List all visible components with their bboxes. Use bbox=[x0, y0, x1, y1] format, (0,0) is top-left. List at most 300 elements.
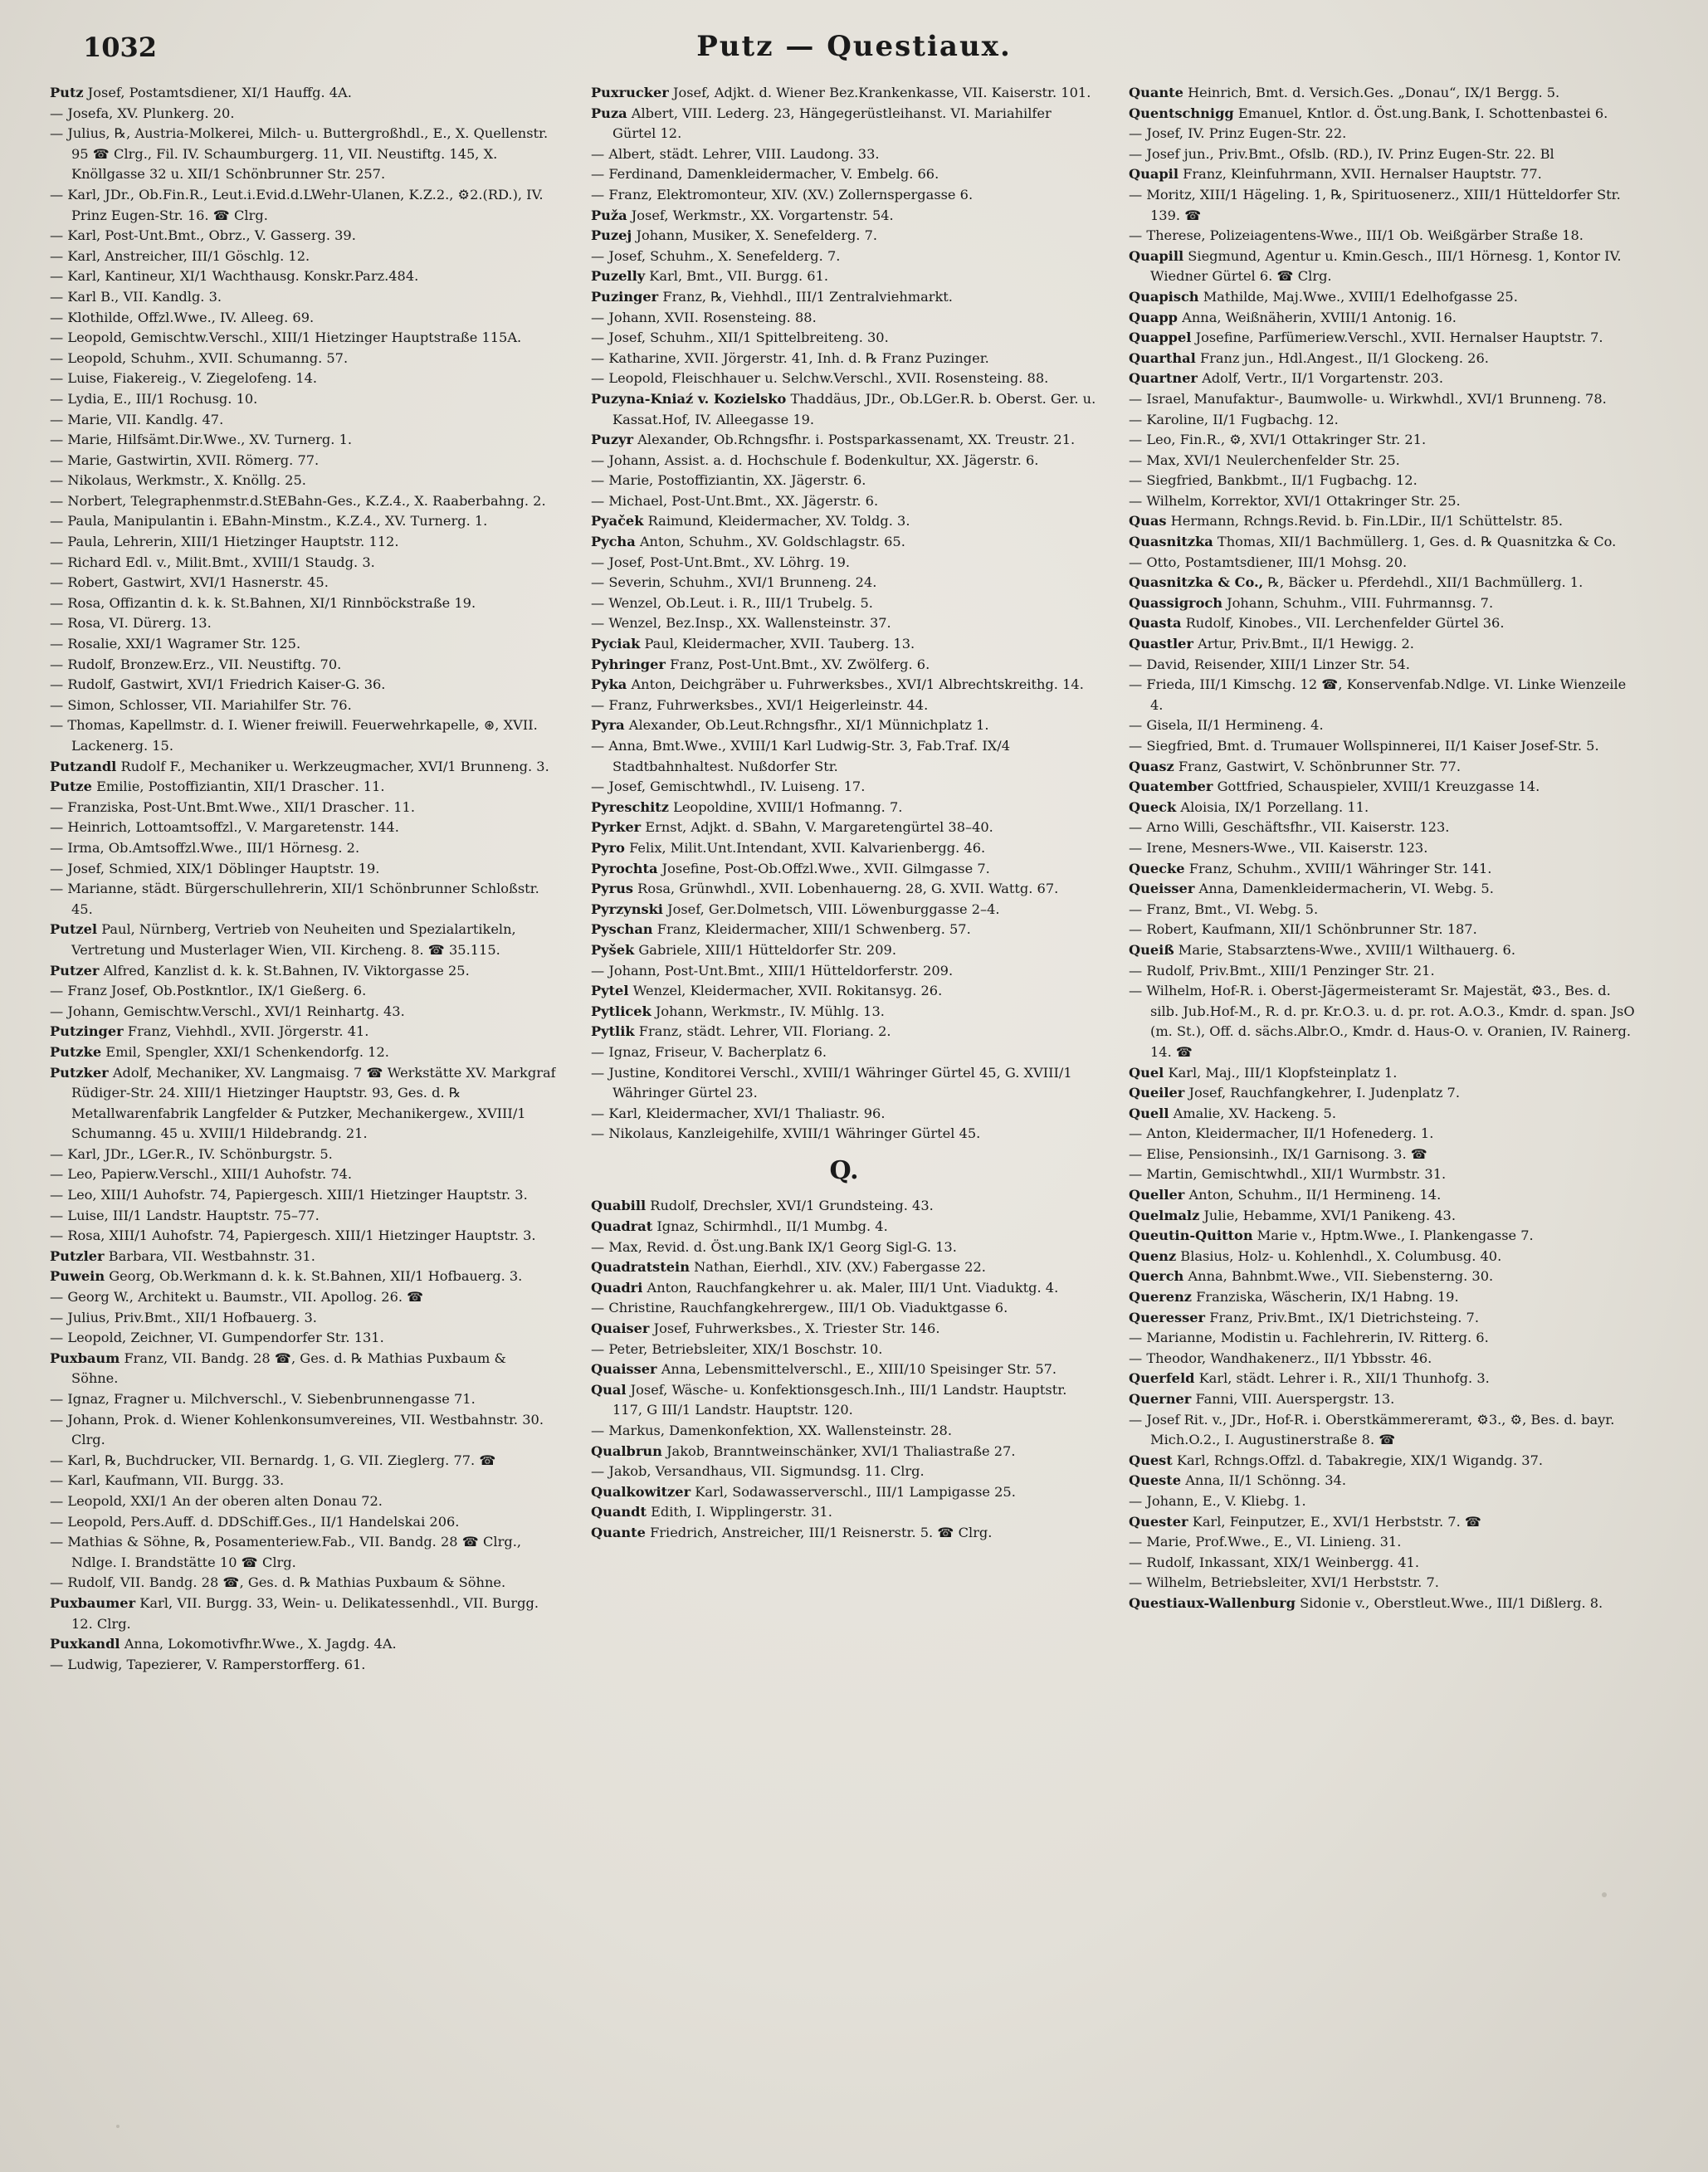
directory-entry bbox=[591, 655, 1097, 676]
entry-surname: Pyrochta bbox=[591, 860, 658, 876]
entry-details: — Karl, Kaufmann, VII. Burgg. 33. bbox=[50, 1472, 285, 1489]
entry-surname: Pyšek bbox=[591, 941, 635, 958]
entry-details: — Franziska, Post-Unt.Bmt.Wwe., XII/1 Draschег. 11. bbox=[50, 798, 416, 815]
entry-surname: Quadrat bbox=[591, 1218, 653, 1235]
directory-entry bbox=[50, 532, 556, 553]
entry-details: — Rosa, XIII/1 Auhofstr. 74, Papiergesch. XIII/1 Hietzinger Hauptstr. 3. bbox=[50, 1228, 536, 1244]
entry-details: — Johann, E., V. Kliebg. 1. bbox=[1129, 1492, 1306, 1509]
directory-entry bbox=[50, 1655, 556, 1676]
directory-entry bbox=[1129, 655, 1635, 676]
entry-details: Friedrich, Anstreicher, III/1 Reisnerstr. 5. ☎ Clrg. bbox=[650, 1524, 993, 1540]
entry-surname: Putzker bbox=[50, 1064, 109, 1081]
entry-details: — David, Reisender, XIII/1 Linzer Str. 54. bbox=[1129, 656, 1410, 672]
directory-entry bbox=[1129, 369, 1635, 389]
directory-entry bbox=[591, 532, 1097, 553]
directory-entry bbox=[1129, 1451, 1635, 1472]
entry-details: Emil, Spengler, XXI/1 Schenkendorfg. 12. bbox=[105, 1043, 389, 1060]
entry-details: Anna, Bahnbmt.Wwe., VII. Siebensterng. 30. bbox=[1188, 1268, 1494, 1285]
entry-details: Julie, Hebamme, XVI/1 Panikeng. 43. bbox=[1203, 1207, 1456, 1223]
entry-surname: Quentschnigg bbox=[1129, 105, 1234, 121]
entry-details: — Anton, Kleidermacher, II/1 Hofenederg. 1. bbox=[1129, 1125, 1434, 1142]
directory-entry bbox=[591, 1319, 1097, 1340]
entry-details: — Paula, Manipulantin i. EBahn-Minstm., K.Z.4., XV. Turnerg. 1. bbox=[50, 513, 488, 530]
entry-details: — Karl, Kleidermacher, XVI/1 Thaliastr. 96. bbox=[591, 1105, 886, 1121]
entry-details: — Marie, Hilfsämt.Dir.Wwe., XV. Turnerg. 1. bbox=[50, 432, 353, 448]
entry-details: Hermann, Rchngs.Revid. b. Fin.LDir., II/1 Schüttelstr. 85. bbox=[1170, 513, 1564, 530]
directory-entry bbox=[591, 859, 1097, 880]
entry-details: Marie, Stabsarztens-Wwe., XVIII/1 Wilthauerg. 6. bbox=[1178, 941, 1515, 958]
entry-details: — Rosa, VI. Dürerg. 13. bbox=[50, 615, 212, 632]
directory-entry bbox=[50, 1185, 556, 1206]
directory-entry bbox=[1129, 879, 1635, 900]
entry-details: Karl, Rchngs.Offzl. d. Tabakregie, XIX/1 Wigandg. 37. bbox=[1176, 1452, 1544, 1468]
directory-entry bbox=[1129, 246, 1635, 287]
entry-details: — Karoline, II/1 Fugbachg. 12. bbox=[1129, 411, 1339, 427]
directory-entry bbox=[591, 981, 1097, 1002]
entry-details: — Wilhelm, Hof-R. i. Oberst-Jägermeisteramt Sr. Majestät, ⚙3., Bes. d. silb. Jub.Hof-M., R. d. pr. Kr.O.3. u. d. pr. rot. A.O.3., Kmdr. d. span. JsO (m. St.), Off. d. sächs.Albr.O., Kmdr. d. Haus-O. v. Oranien, IV. Rainerg. 14. ☎ bbox=[1129, 983, 1635, 1060]
directory-entry bbox=[591, 798, 1097, 818]
entry-details: Franz, Priv.Bmt., IX/1 Dietrichsteing. 7. bbox=[1209, 1309, 1480, 1325]
entry-surname: Quastler bbox=[1129, 636, 1193, 652]
directory-entry bbox=[50, 491, 556, 512]
entry-details: — Israel, Manufaktur-, Baumwolle- u. Wirkwhdl., XVI/1 Brunneng. 78. bbox=[1129, 390, 1607, 407]
directory-entry bbox=[591, 1502, 1097, 1523]
entry-details: Franz, Kleidermacher, XIII/1 Schwenberg. 57. bbox=[656, 921, 971, 938]
entry-surname: Quapill bbox=[1129, 247, 1184, 264]
directory-entry bbox=[50, 266, 556, 287]
entry-details: Leopoldine, XVIII/1 Hofmanng. 7. bbox=[673, 798, 903, 815]
entry-details: Franziska, Wäscherin, IX/1 Habng. 19. bbox=[1196, 1289, 1459, 1306]
directory-entry bbox=[50, 471, 556, 491]
entry-details: — Justine, Konditorei Verschl., XVIII/1 Währinger Gürtel 45, G. XVIII/1 Währinger Gürtel 23. bbox=[591, 1064, 1072, 1101]
entry-details: — Katharine, XVII. Jörgerstr. 41, Inh. d. ℞ Franz Puzinger. bbox=[591, 349, 989, 366]
directory-entry bbox=[50, 553, 556, 574]
entry-details: — Leopold, Zeichner, VI. Gumpendorfer Str. 131. bbox=[50, 1330, 384, 1346]
entry-details: Franz, städt. Lehrer, VII. Floriang. 2. bbox=[638, 1023, 891, 1040]
entry-details: Jakob, Branntweinschänker, XVI/1 Thaliastraße 27. bbox=[666, 1442, 1016, 1459]
entry-details: — Franz, Elektromonteur, XIV. (XV.) Zollernspergasse 6. bbox=[591, 186, 974, 203]
entry-surname: Pytel bbox=[591, 983, 629, 999]
entry-details: — Rudolf, Gastwirt, XVI/1 Friedrich Kaiser-G. 36. bbox=[50, 676, 386, 693]
directory-entry bbox=[591, 511, 1097, 532]
entry-details: Adolf, Vertr., II/1 Vorgartenstr. 203. bbox=[1202, 370, 1443, 387]
directory-entry bbox=[50, 1451, 556, 1472]
entry-details: — Rudolf, Inkassant, XIX/1 Weinbergg. 41. bbox=[1129, 1554, 1419, 1570]
entry-details: — Karl, JDr., Ob.Fin.R., Leut.i.Evid.d.LWehr-Ulanen, K.Z.2., ⚙2.(RD.), IV. Prinz Eugen-Str. 16. ☎ Clrg. bbox=[50, 186, 544, 223]
entry-details: — Leo, Papierw.Verschl., XIII/1 Auhofstr. 74. bbox=[50, 1166, 353, 1183]
entry-details: Anton, Rauchfangkehrer u. ak. Maler, III/1 Unt. Viaduktg. 4. bbox=[647, 1279, 1059, 1296]
entry-details: Franz, Gastwirt, V. Schönbrunner Str. 77. bbox=[1178, 758, 1461, 774]
directory-entry bbox=[1129, 1573, 1635, 1594]
directory-entry bbox=[591, 389, 1097, 430]
entry-details: — Arno Willi, Geschäftsfhr., VII. Kaiserstr. 123. bbox=[1129, 819, 1450, 836]
directory-entry bbox=[591, 1421, 1097, 1442]
directory-entry bbox=[50, 777, 556, 798]
directory-entry bbox=[591, 634, 1097, 655]
entry-details: — Franz, Bmt., VI. Webg. 5. bbox=[1129, 901, 1319, 917]
directory-entry bbox=[50, 818, 556, 838]
directory-entry bbox=[1129, 308, 1635, 329]
directory-entry bbox=[591, 1278, 1097, 1299]
entry-details: Alfred, Kanzlist d. k. k. St.Bahnen, IV. Viktorgasse 25. bbox=[103, 962, 470, 979]
entry-details: — Max, XVI/1 Neulerchenfelder Str. 25. bbox=[1129, 451, 1400, 468]
entry-surname: Pyrker bbox=[591, 819, 642, 836]
directory-entry bbox=[1129, 1185, 1635, 1206]
entry-details: Karl, Bmt., VII. Burgg. 61. bbox=[649, 268, 829, 285]
directory-entry bbox=[1129, 777, 1635, 798]
directory-entry bbox=[1129, 859, 1635, 880]
entry-details: Karl, VII. Burgg. 33, Wein- u. Delikatessenhdl., VII. Burgg. 12. Clrg. bbox=[71, 1594, 539, 1632]
entry-details: Josef, Adjkt. d. Wiener Bez.Krankenkasse, VII. Kaiserstr. 101. bbox=[672, 85, 1091, 100]
entry-surname: Quante bbox=[591, 1524, 646, 1540]
entry-surname: Quasnitzka & Co., bbox=[1129, 574, 1264, 591]
entry-details: — Theodor, Wandhakenerz., II/1 Ybbsstr. 46. bbox=[1129, 1350, 1432, 1366]
directory-entry bbox=[50, 859, 556, 880]
directory-entry bbox=[1129, 491, 1635, 512]
directory-entry bbox=[1129, 1532, 1635, 1553]
entry-surname: Putzer bbox=[50, 962, 100, 979]
entry-details: — Julius, Priv.Bmt., XII/1 Hofbauerg. 3. bbox=[50, 1309, 317, 1325]
entry-details: — Therese, Polizeiagentens-Wwe., III/1 Ob. Weißgärber Straße 18. bbox=[1129, 227, 1584, 244]
entry-details: — Norbert, Telegraphenmstr.d.StEBahn-Ges., K.Z.4., X. Raaberbahng. 2. bbox=[50, 492, 546, 509]
directory-entry bbox=[50, 451, 556, 471]
directory-entry bbox=[591, 349, 1097, 369]
entry-details: Anton, Schuhm., II/1 Hermineng. 14. bbox=[1188, 1187, 1442, 1203]
directory-entry bbox=[50, 798, 556, 818]
entry-details: — Karl, Post-Unt.Bmt., Obrz., V. Gasserg. 39. bbox=[50, 227, 356, 244]
entry-details: Gabriele, XIII/1 Hütteldorfer Str. 209. bbox=[638, 941, 896, 958]
entry-details: Johann, Werkmstr., IV. Mühlg. 13. bbox=[655, 1003, 885, 1019]
entry-details: — Elise, Pensionsinh., IX/1 Garnisong. 3. ☎ bbox=[1129, 1145, 1427, 1162]
entry-details: — Paula, Lehrerin, XIII/1 Hietzinger Hauptstr. 112. bbox=[50, 534, 399, 550]
column-left bbox=[50, 83, 556, 1675]
directory-entry bbox=[1129, 613, 1635, 634]
entry-details: — Franz Josef, Ob.Postkntlor., IX/1 Gießerg. 6. bbox=[50, 983, 367, 999]
entry-details: Emanuel, Kntlor. d. Öst.ung.Bank, I. Schottenbastei 6. bbox=[1237, 105, 1608, 121]
directory-entry bbox=[1129, 981, 1635, 1062]
directory-entry bbox=[1129, 1512, 1635, 1533]
directory-entry bbox=[50, 328, 556, 349]
directory-entry bbox=[1129, 1104, 1635, 1125]
directory-entry bbox=[1129, 1410, 1635, 1451]
entry-details: — Luise, Fiakereig., V. Ziegelofeng. 14. bbox=[50, 370, 318, 387]
directory-entry bbox=[1129, 1328, 1635, 1349]
entry-details: Paul, Nürnberg, Vertrieb von Neuheiten und Spezialartikeln, Vertretung und Musterlager Wien, VII. Kircheng. 8. ☎ 35.115. bbox=[71, 921, 516, 958]
entry-surname: Pyschan bbox=[591, 921, 653, 938]
directory-entry bbox=[591, 430, 1097, 451]
directory-entry bbox=[50, 757, 556, 778]
entry-details: — Otto, Postamtsdiener, III/1 Mohsg. 20. bbox=[1129, 554, 1408, 570]
directory-entry bbox=[50, 1532, 556, 1573]
entry-details: — Karl B., VII. Kandlg. 3. bbox=[50, 288, 222, 305]
entry-surname: Queste bbox=[1129, 1472, 1182, 1489]
entry-details: — Siegfried, Bmt. d. Trumauer Wollspinnerei, II/1 Kaiser Josef-Str. 5. bbox=[1129, 738, 1599, 754]
directory-entry bbox=[50, 369, 556, 389]
entry-details: — Rudolf, VII. Bandg. 28 ☎, Ges. d. ℞ Mathias Puxbaum & Söhne. bbox=[50, 1574, 506, 1591]
entry-details: Josef, Postamtsdiener, XI/1 Hauffg. 4A. bbox=[87, 85, 352, 100]
column-middle bbox=[591, 83, 1097, 1544]
directory-entry bbox=[1129, 1553, 1635, 1574]
entry-surname: Puwein bbox=[50, 1268, 105, 1285]
directory-entry bbox=[1129, 900, 1635, 920]
entry-surname: Pyhringer bbox=[591, 656, 666, 672]
entry-details: — Johann, Post-Unt.Bmt., XIII/1 Hütteldorferstr. 209. bbox=[591, 962, 954, 979]
entry-details: Thaddäus, JDr., Ob.LGer.R. b. Oberst. Ger. u. Kassat.Hof, IV. Alleegasse 19. bbox=[612, 390, 1096, 427]
entry-surname: Quapisch bbox=[1129, 288, 1199, 305]
directory-entry bbox=[1129, 838, 1635, 859]
directory-entry bbox=[591, 1002, 1097, 1023]
entry-surname: Quabill bbox=[591, 1198, 647, 1214]
directory-entry bbox=[591, 675, 1097, 696]
entry-details: — Marianne, städt. Bürgerschullehrerin, XII/1 Schönbrunner Schloßstr. 45. bbox=[50, 881, 539, 917]
entry-details: Anna, II/1 Schönng. 34. bbox=[1185, 1472, 1346, 1489]
entry-details: — Simon, Schlosser, VII. Mariahilfer Str. 76. bbox=[50, 696, 352, 713]
directory-entry bbox=[50, 715, 556, 756]
entry-details: — Johann, Gemischtw.Verschl., XVI/1 Reinhartg. 43. bbox=[50, 1003, 405, 1019]
directory-entry bbox=[50, 287, 556, 308]
entry-details: Barbara, VII. Westbahnstr. 31. bbox=[108, 1247, 315, 1264]
entry-surname: Pytlicek bbox=[591, 1003, 651, 1019]
entry-details: Johann, Musiker, X. Senefelderg. 7. bbox=[636, 227, 878, 244]
entry-details: — Ignaz, Friseur, V. Bacherplatz 6. bbox=[591, 1043, 827, 1060]
directory-entry bbox=[1129, 124, 1635, 144]
entry-details: — Marie, Gastwirtin, XVII. Römerg. 77. bbox=[50, 451, 320, 468]
directory-entry bbox=[50, 124, 556, 185]
entry-surname: Quandt bbox=[591, 1504, 647, 1520]
directory-entry bbox=[1129, 410, 1635, 431]
directory-entry bbox=[591, 246, 1097, 267]
entry-details: — Johann, Assist. a. d. Hochschule f. Bodenkultur, XX. Jägerstr. 6. bbox=[591, 451, 1039, 468]
entry-surname: Quester bbox=[1129, 1513, 1188, 1530]
directory-entry bbox=[50, 1491, 556, 1512]
directory-entry bbox=[50, 879, 556, 920]
directory-entry bbox=[1129, 1471, 1635, 1491]
entry-surname: Puža bbox=[591, 207, 627, 223]
entry-surname: Quasnitzka bbox=[1129, 534, 1213, 550]
directory-entry bbox=[591, 940, 1097, 961]
entry-surname: Quante bbox=[1129, 85, 1183, 100]
directory-entry bbox=[1129, 1164, 1635, 1185]
entry-surname: Queck bbox=[1129, 798, 1177, 815]
directory-entry bbox=[591, 1237, 1097, 1258]
directory-entry bbox=[50, 1328, 556, 1349]
directory-entry bbox=[1129, 1594, 1635, 1614]
entry-details: Fanni, VIII. Auerspergstr. 13. bbox=[1195, 1391, 1395, 1407]
directory-entry bbox=[50, 655, 556, 676]
directory-entry bbox=[591, 1124, 1097, 1145]
entry-surname: Putzinger bbox=[50, 1023, 124, 1040]
page-number: 1032 bbox=[83, 32, 158, 63]
entry-details: — Wilhelm, Korrektor, XVI/1 Ottakringer Str. 25. bbox=[1129, 492, 1461, 509]
directory-entry bbox=[591, 451, 1097, 471]
entry-surname: Puzyr bbox=[591, 432, 634, 448]
entry-details: — Josef Rit. v., JDr., Hof-R. i. Oberstkämmereramt, ⚙3., ⚙, Bes. d. bayr. Mich.O.2., I. Augustinerstraße 8. ☎ bbox=[1129, 1411, 1615, 1448]
directory-entry bbox=[591, 226, 1097, 246]
directory-entry bbox=[1129, 1145, 1635, 1165]
directory-entry bbox=[591, 838, 1097, 859]
directory-entry bbox=[591, 961, 1097, 982]
directory-entry bbox=[591, 1442, 1097, 1462]
directory-entry bbox=[591, 1257, 1097, 1278]
entry-surname: Pyrzynski bbox=[591, 901, 663, 917]
entry-details: Siegmund, Agentur u. Kmin.Gesch., III/1 Hörnesg. 1, Kontor IV. Wiedner Gürtel 6. ☎ Clrg. bbox=[1150, 247, 1622, 285]
directory-entry bbox=[50, 1573, 556, 1594]
entry-surname: Queresser bbox=[1129, 1309, 1206, 1325]
directory-entry bbox=[591, 715, 1097, 736]
entry-details: — Lydia, E., III/1 Rochusg. 10. bbox=[50, 390, 258, 407]
directory-entry bbox=[1129, 389, 1635, 410]
directory-entry bbox=[591, 1042, 1097, 1063]
entry-details: — Jakob, Versandhaus, VII. Sigmundsg. 11. Clrg. bbox=[591, 1463, 925, 1480]
entry-surname: Quecke bbox=[1129, 860, 1185, 876]
entry-details: — Ferdinand, Damenkleidermacher, V. Embelg. 66. bbox=[591, 166, 939, 183]
directory-entry bbox=[50, 389, 556, 410]
entry-details: — Severin, Schuhm., XVI/1 Brunneng. 24. bbox=[591, 574, 877, 591]
entry-details: — Karl, Kantineur, XI/1 Wachthausg. Konskr.Parz.484. bbox=[50, 268, 419, 285]
entry-surname: Qualkowitzer bbox=[591, 1483, 691, 1500]
entry-surname: Pyro bbox=[591, 839, 625, 856]
entry-surname: Qual bbox=[591, 1381, 627, 1398]
directory-entry bbox=[1129, 287, 1635, 308]
directory-entry bbox=[1129, 471, 1635, 491]
entry-details: Blasius, Holz- u. Kohlenhdl., X. Columbusg. 40. bbox=[1180, 1247, 1502, 1264]
entry-details: — Karl, Anstreicher, III/1 Göschlg. 12. bbox=[50, 247, 310, 264]
entry-details: — Wilhelm, Betriebsleiter, XVI/1 Herbststr. 7. bbox=[1129, 1574, 1439, 1591]
entry-surname: Putzel bbox=[50, 921, 98, 938]
directory-entry bbox=[591, 818, 1097, 838]
entry-details: Anton, Deichgräber u. Fuhrwerksbes., XVI/1 Albrechtskreithg. 14. bbox=[631, 676, 1084, 693]
entry-details: Josefine, Post-Ob.Offzl.Wwe., XVII. Gilmgasse 7. bbox=[661, 860, 990, 876]
entry-details: Artur, Priv.Bmt., II/1 Hewigg. 2. bbox=[1198, 636, 1414, 652]
entry-surname: Quel bbox=[1129, 1064, 1164, 1081]
directory-entry bbox=[50, 1389, 556, 1410]
entry-details: Josef, Fuhrwerksbes., X. Triester Str. 146. bbox=[653, 1320, 940, 1337]
directory-entry bbox=[50, 696, 556, 716]
running-header: Putz — Questiaux. bbox=[696, 30, 1012, 63]
entry-details: Rosa, Grünwhdl., XVII. Lobenhauerng. 28, G. XVII. Wattg. 67. bbox=[637, 881, 1059, 897]
entry-details: — Rosa, Offizantin d. k. k. St.Bahnen, XI/1 Rinnböckstraße 19. bbox=[50, 594, 476, 611]
column-right bbox=[1129, 83, 1635, 1614]
entry-surname: Queiß bbox=[1129, 941, 1174, 958]
entry-details: — Nikolaus, Kanzleigehilfe, XVIII/1 Währinger Gürtel 45. bbox=[591, 1125, 981, 1142]
entry-details: — Leopold, Fleischhauer u. Selchw.Verschl., XVII. Rosensteing. 88. bbox=[591, 370, 1049, 387]
entry-details: — Josef, Gemischtwhdl., IV. Luiseng. 17. bbox=[591, 779, 866, 795]
entry-details: Franz, ℞, Viehhdl., III/1 Zentralviehmarkt. bbox=[662, 288, 953, 305]
directory-entry bbox=[591, 287, 1097, 308]
directory-entry bbox=[50, 961, 556, 982]
entry-surname: Pyciak bbox=[591, 636, 641, 652]
directory-entry bbox=[591, 1523, 1097, 1544]
entry-details: Anna, Lebensmittelverschl., E., XIII/10 Speisinger Str. 57. bbox=[661, 1361, 1057, 1378]
entry-details: — Irene, Mesners-Wwe., VII. Kaiserstr. 123. bbox=[1129, 839, 1428, 856]
entry-details: Karl, Maj., III/1 Klopfsteinplatz 1. bbox=[1168, 1064, 1398, 1081]
entry-details: — Robert, Gastwirt, XVI/1 Hasnerstr. 45. bbox=[50, 574, 329, 591]
directory-entry bbox=[1129, 1247, 1635, 1267]
entry-details: Franz, Post-Unt.Bmt., XV. Zwölferg. 6. bbox=[670, 656, 930, 672]
directory-entry bbox=[50, 1287, 556, 1308]
entry-surname: Puxkandl bbox=[50, 1636, 120, 1652]
entry-surname: Querenz bbox=[1129, 1289, 1192, 1306]
entry-details: Franz, VII. Bandg. 28 ☎, Ges. d. ℞ Mathias Puxbaum & Söhne. bbox=[71, 1350, 506, 1387]
entry-surname: Quasta bbox=[1129, 615, 1182, 632]
entry-details: — Marie, Prof.Wwe., E., VI. Linieng. 31. bbox=[1129, 1534, 1402, 1550]
entry-surname: Quest bbox=[1129, 1452, 1173, 1468]
directory-entry bbox=[591, 144, 1097, 165]
directory-entry bbox=[50, 1022, 556, 1042]
directory-entry bbox=[50, 1267, 556, 1287]
entry-details: Aloisia, IX/1 Porzellang. 11. bbox=[1180, 798, 1369, 815]
directory-entry bbox=[591, 879, 1097, 900]
entry-details: — Johann, XVII. Rosensteing. 88. bbox=[591, 309, 817, 325]
directory-entry bbox=[1129, 328, 1635, 349]
entry-details: — Franz, Fuhrwerksbes., XVI/1 Heigerleinstr. 44. bbox=[591, 696, 929, 713]
entry-details: Rudolf, Kinobes., VII. Lerchenfelder Gürtel 36. bbox=[1185, 615, 1505, 632]
directory-entry bbox=[591, 920, 1097, 940]
entry-details: — Mathias & Söhne, ℞, Posamenteriew.Fab., VII. Bandg. 28 ☎ Clrg., Ndlge. I. Brandstätte 10 ☎ Clrg. bbox=[50, 1534, 521, 1570]
entry-details: — Leopold, Pers.Auff. d. DDSchiff.Ges., II/1 Handelskai 206. bbox=[50, 1513, 460, 1530]
directory-entry bbox=[1129, 511, 1635, 532]
entry-details: — Wenzel, Ob.Leut. i. R., III/1 Trubelg. 5. bbox=[591, 594, 873, 611]
directory-entry bbox=[50, 511, 556, 532]
directory-entry bbox=[591, 736, 1097, 777]
directory-entry bbox=[50, 1206, 556, 1227]
directory-entry bbox=[1129, 532, 1635, 553]
entry-details: — Christine, Rauchfangkehrergew., III/1 Ob. Viaduktgasse 6. bbox=[591, 1300, 1008, 1316]
entry-details: Nathan, Eierhdl., XIV. (XV.) Fabergasse 22. bbox=[694, 1259, 986, 1276]
entry-details: Rudolf, Drechsler, XVI/1 Grundsteing. 43. bbox=[650, 1198, 934, 1214]
entry-surname: Quaisser bbox=[591, 1361, 657, 1378]
directory-entry bbox=[591, 1482, 1097, 1503]
entry-surname: Querner bbox=[1129, 1391, 1192, 1407]
directory-entry bbox=[1129, 104, 1635, 124]
directory-entry bbox=[591, 1196, 1097, 1217]
entry-details: — Leopold, Schuhm., XVII. Schumanng. 57. bbox=[50, 349, 349, 366]
directory-entry bbox=[591, 593, 1097, 614]
entry-surname: Putzler bbox=[50, 1247, 105, 1264]
directory-entry bbox=[591, 164, 1097, 185]
entry-surname: Queiler bbox=[1129, 1085, 1185, 1101]
entry-details: — Marianne, Modistin u. Fachlehrerin, IV. Ritterg. 6. bbox=[1129, 1330, 1489, 1346]
entry-surname: Quenz bbox=[1129, 1247, 1177, 1264]
entry-details: Adolf, Mechaniker, XV. Langmaisg. 7 ☎ Werkstätte XV. Markgraf Rüdiger-Str. 24. XIII/1 Hietzinger Hauptstr. 93, Ges. d. ℞ Metallwarenfabrik Langfelder & Putzker, Mechanikergew., XVIII/1 Schumanng. 45 u. XVIII/1 Hildebrandg. 21. bbox=[71, 1064, 556, 1142]
directory-entry bbox=[1129, 736, 1635, 757]
directory-entry bbox=[1129, 185, 1635, 226]
directory-entry bbox=[591, 1298, 1097, 1319]
entry-surname: Quasz bbox=[1129, 758, 1174, 774]
entry-surname: Quappel bbox=[1129, 329, 1192, 346]
entry-details: — Rudolf, Bronzew.Erz., VII. Neustiftg. 70. bbox=[50, 656, 342, 672]
directory-entry bbox=[591, 1462, 1097, 1482]
entry-details: — Leo, Fin.R., ⚙, XVI/1 Ottakringer Str. 21. bbox=[1129, 432, 1427, 448]
entry-details: Albert, VIII. Lederg. 23, Hängegerüstleihanst. VI. Mariahilfer Gürtel 12. bbox=[612, 105, 1052, 142]
directory-entry bbox=[591, 491, 1097, 512]
entry-surname: Quell bbox=[1129, 1105, 1169, 1121]
directory-entry bbox=[1129, 1206, 1635, 1227]
entry-details: — Josef, Schmied, XIX/1 Döblinger Hauptstr. 19. bbox=[50, 860, 380, 876]
entry-details: Paul, Kleidermacher, XVII. Tauberg. 13. bbox=[644, 636, 915, 652]
entry-details: — Klothilde, Offzl.Wwe., IV. Alleeg. 69. bbox=[50, 309, 315, 325]
entry-details: — Rosalie, XXI/1 Wagramer Str. 125. bbox=[50, 636, 301, 652]
entry-details: Josefine, Parfümeriew.Verschl., XVII. Hernalser Hauptstr. 7. bbox=[1195, 329, 1603, 346]
entry-surname: Pyrus bbox=[591, 881, 633, 897]
entry-details: — Heinrich, Lottoamtsoffzl., V. Margaretenstr. 144. bbox=[50, 819, 399, 836]
entry-details: — Moritz, XIII/1 Hägeling. 1, ℞, Spirituosenerz., XIII/1 Hütteldorfer Str. 139. ☎ bbox=[1129, 186, 1621, 223]
entry-surname: Questiaux-Wallenburg bbox=[1129, 1594, 1296, 1611]
entry-details: Karl, Sodawasserverschl., III/1 Lampigasse 25. bbox=[695, 1483, 1016, 1500]
directory-entry bbox=[591, 104, 1097, 144]
entry-details: Anna, Weißnäherin, XVIII/1 Antonig. 16. bbox=[1182, 309, 1457, 325]
entry-surname: Putzke bbox=[50, 1043, 102, 1060]
